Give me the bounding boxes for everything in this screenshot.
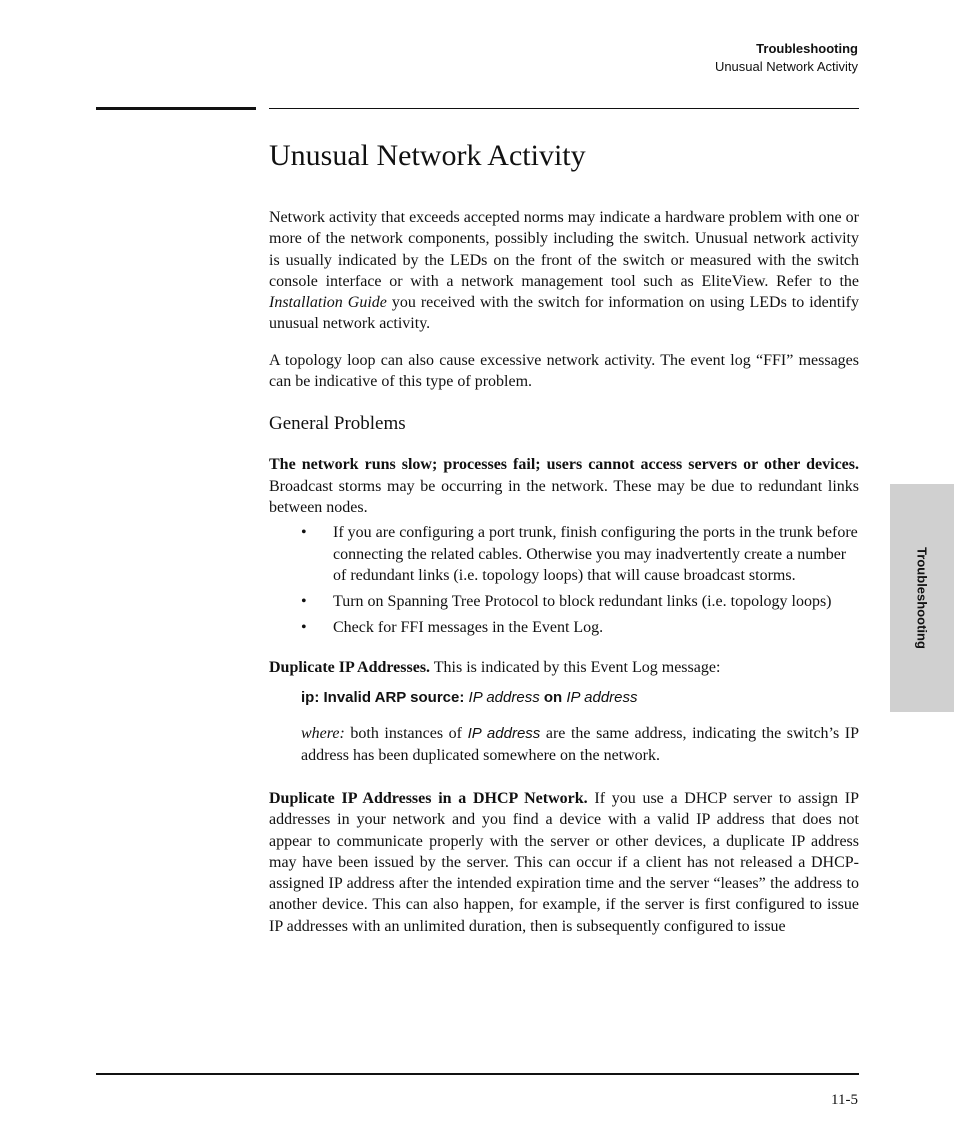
intro-paragraph-2: A topology loop can also cause excessive network activity. The event log “FFI” messages can be indicative of this type of problem. bbox=[269, 351, 859, 391]
bullet: • bbox=[301, 524, 307, 542]
dhcp-paragraph: Duplicate IP Addresses in a DHCP Network. If you use a DHCP server to assign IP addresses in your network and you find a device with a valid IP address that does not appear to communicate properly with the server or other devices, a duplicate IP address may have been issued by the server. This can occur if a client has not released a DHCP-assigned IP address after the intended expiration time and the server “leases” the address to another device. This can also happen, for example, if the server is first configured to issue IP addresses with an unlimited duration, then is subsequently configured to issue bbox=[269, 789, 859, 935]
event-log-message: ip: Invalid ARP source: IP address on IP address bbox=[301, 689, 638, 707]
dhcp-lead: Duplicate IP Addresses in a DHCP Network. bbox=[269, 789, 588, 807]
header-rule-right bbox=[269, 108, 859, 109]
list-item: • If you are configuring a port trunk, finish configuring the ports in the trunk before connecting the related cables. Otherwise you may inadvertently create a number of redundant links (i.e. topology loops) that will cause broadcast storms. bbox=[301, 524, 858, 584]
installation-guide-ref: Installation Guide bbox=[269, 294, 387, 312]
general-problems-paragraph: The network runs slow; processes fail; users cannot access servers or other devices. Broadcast storms may be occurring in the network. These may be due to redundant links between nodes. bbox=[269, 456, 859, 516]
page-number: 11-5 bbox=[831, 1092, 858, 1108]
header-section: Unusual Network Activity bbox=[714, 59, 858, 74]
duplicate-ip-lead: Duplicate IP Addresses. bbox=[269, 658, 431, 676]
general-problems-list bbox=[301, 522, 859, 638]
section-heading-general-problems: General Problems bbox=[269, 413, 406, 435]
general-problems-lead: The network runs slow; processes fail; users cannot access servers or other devices. bbox=[269, 456, 859, 474]
bullet: • bbox=[301, 619, 307, 637]
header-chapter: Troubleshooting bbox=[756, 41, 858, 56]
side-tab-label: Troubleshooting bbox=[914, 547, 930, 649]
running-header bbox=[715, 40, 858, 76]
list-item: • Check for FFI messages in the Event Log. bbox=[301, 617, 859, 638]
bullet: • bbox=[301, 593, 307, 611]
page-title: Unusual Network Activity bbox=[269, 139, 586, 172]
list-item: • Turn on Spanning Tree Protocol to block redundant links (i.e. topology loops) bbox=[301, 591, 859, 612]
intro-paragraph-1: Network activity that exceeds accepted norms may indicate a hardware problem with one or more of the network components, possibly including the switch. Unusual network activity is usually indicated by the LEDs on the front of the switch or measured with the switch console interface or with a network management tool such as EliteView. Refer to the Installation Guide you received with the switch for information on using LEDs to identify unusual network activity. bbox=[269, 209, 859, 333]
header-rule-left bbox=[96, 107, 256, 110]
where-paragraph: where: both instances of IP address are the same address, indicating the switch’s IP address has been duplicated somewhere on the network. bbox=[301, 725, 860, 764]
body-text bbox=[269, 207, 859, 952]
duplicate-ip-paragraph: Duplicate IP Addresses. This is indicated by this Event Log message: bbox=[269, 658, 721, 676]
footer-rule bbox=[96, 1073, 859, 1075]
